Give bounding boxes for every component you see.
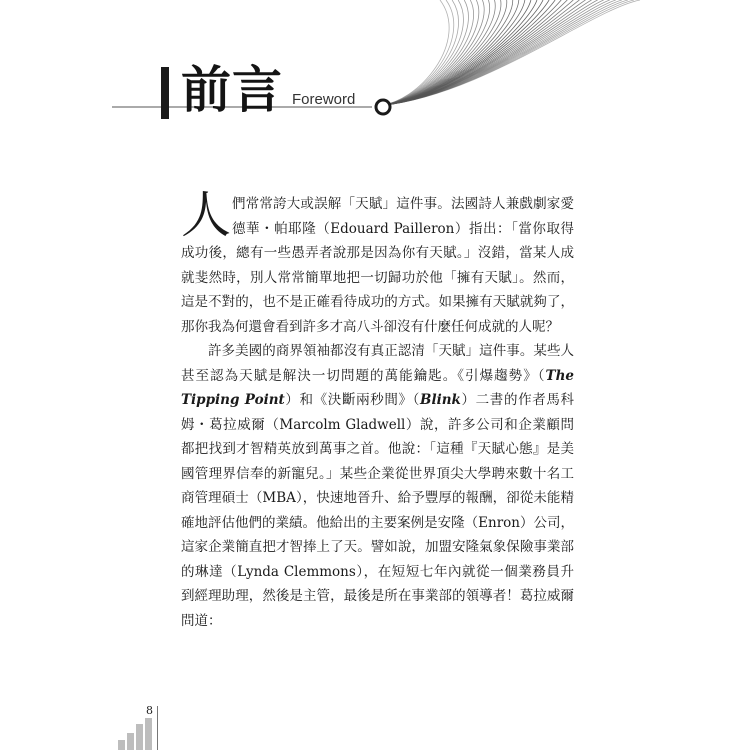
paragraph-2-text-c: ）二書的作者馬科姆・葛拉威爾（Marcolm Gladwell）說，許多公司和企業顧問都把找到才智精英放到萬事之首。他說：「這種『天賦心態』是美國管理界信奉的新寵兒。」某些企業從世界頂尖大學聘來數十名工商管理碩士（MBA），快速地晉升、給予豐厚的報酬，卻從未能精確地評估他們的業績。他給出的主要案例是安隆（Enron）公司，這家企業簡直把才智捧上了天。譬如說，加盟安隆氣象保險事業部的琳達（Lynda Clemmons），在短短七年內就從一個業務員升到經理助理，然後是主管，最後是所在事業部的領導者！葛拉威爾問道： (181, 392, 575, 629)
page-title: 前言 (181, 61, 283, 119)
paragraph-2-text-a: 許多美國的商界領袖都沒有真正認清「天賦」這件事。某些人甚至認為天賦是解決一切問題的萬能鑰匙。《引爆趨勢》（ (181, 343, 574, 384)
page-number-rule (157, 706, 158, 750)
corner-bar (136, 724, 143, 750)
corner-bar (118, 740, 125, 750)
page-title-english: Foreword (292, 91, 356, 108)
paragraph-1-text: 們常常誇大或誤解「天賦」這件事。法國詩人兼戲劇家愛德華・帕耶隆（Edouard Pailleron）指出：「當你取得成功後，總有一些愚弄者說那是因為你有天賦。」沒錯，當某人成就斐然時，別人常常簡單地把一切歸功於他「擁有天賦」。然而，這是不對的，也不是正確看待成功的方式。如果擁有天賦就夠了，那你我為何還會看到許多才高八斗卻沒有什麼任何成就的人呢？ (181, 196, 574, 335)
book-title-blink: Blink (420, 392, 461, 408)
drop-cap: 人 (181, 186, 231, 244)
corner-bar (127, 733, 134, 750)
book-title-tipping-point: The Tipping Point (181, 367, 574, 408)
corner-bar (145, 718, 152, 750)
paragraph-2-text-b: ）和《決斷兩秒間》（ (284, 392, 421, 408)
page-number: 8 (146, 704, 153, 717)
